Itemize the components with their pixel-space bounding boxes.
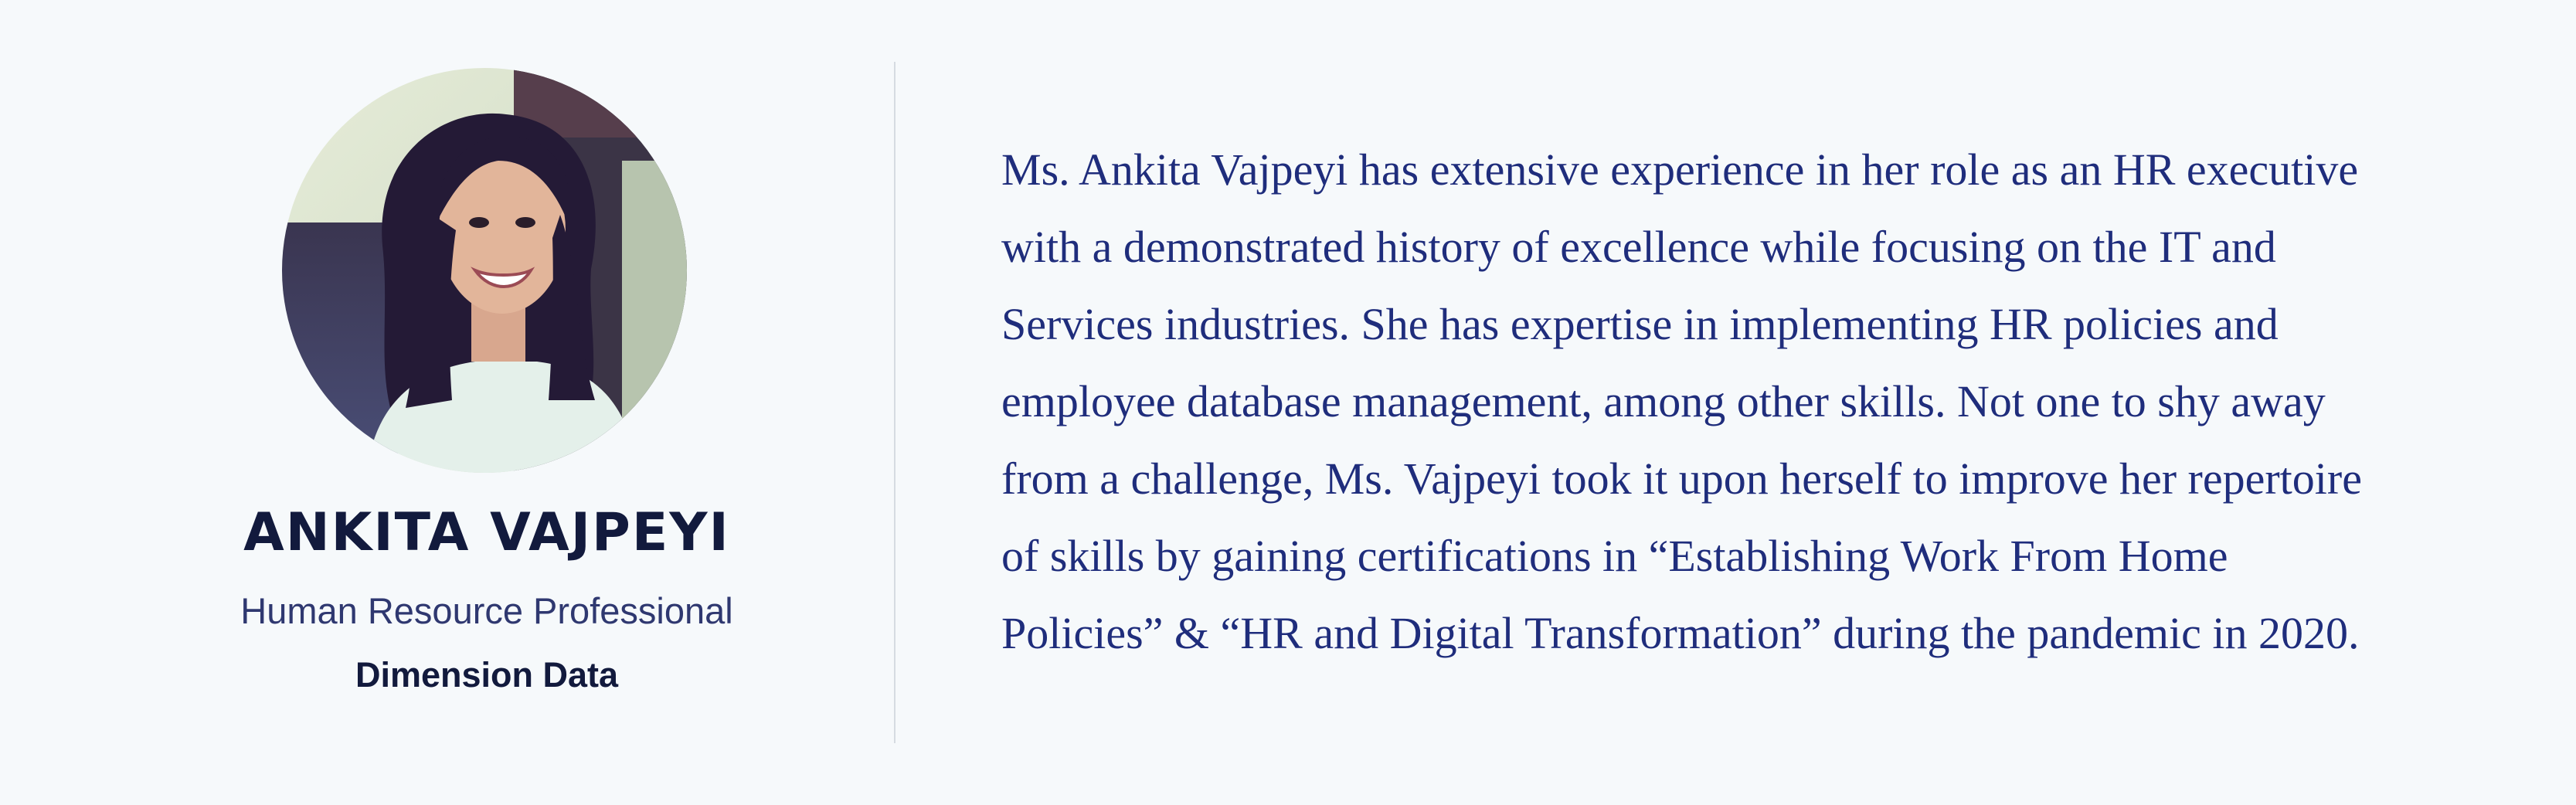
person-company: Dimension Data bbox=[355, 655, 619, 695]
person-role: Human Resource Professional bbox=[240, 590, 733, 631]
person-name: ANKITA VAJPEYI bbox=[243, 502, 730, 563]
vertical-divider bbox=[894, 62, 895, 743]
avatar-photo bbox=[282, 68, 687, 473]
profile-panel bbox=[0, 0, 896, 805]
bio-paragraph: Ms. Ankita Vajpeyi has extensive experience in her role as an HR executive with a demonstrated history of excellence while focusing on the IT and Services industries. She has expertise in implementing HR policies and employee database management, among other skills. Not one to shy away from a challenge, Ms. Vajpeyi took it upon herself to improve her repertoire of skills by gaining certifications in “Establishing Work From Home Policies” & “HR and Digital Transformation” during the pandemic in 2020. bbox=[1001, 144, 2362, 658]
avatar bbox=[282, 68, 687, 473]
